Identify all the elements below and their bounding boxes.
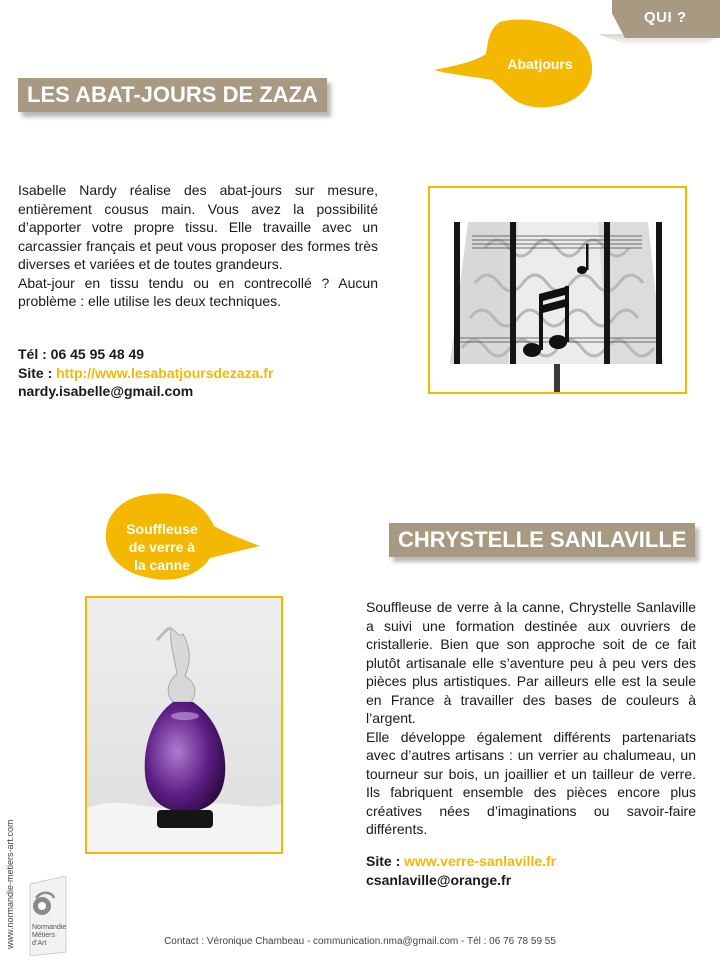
sanlaville-site bbox=[366, 852, 556, 871]
zaza-phone-label: Tél : bbox=[18, 346, 51, 362]
souffleuse-bubble-line-3: la canne bbox=[133, 557, 191, 573]
sanlaville-description bbox=[366, 598, 696, 839]
sanlaville-site-label: Site : bbox=[366, 853, 405, 869]
souffleuse-bubble-line-2: de verre à bbox=[128, 539, 196, 555]
sanlaville-description-p2: Elle développe également différents partenariats avec d’autres artisans : un verrier au chalumeau, un tourneur sur bois, un joaillier et un tailleur de verre. Ils fabriquent ensemble des pièces encore plus créatives nées d’imaginations ou savoir-faire différents. bbox=[366, 728, 696, 837]
zaza-phone-value[interactable]: 06 45 95 48 49 bbox=[50, 346, 145, 362]
nma-logo-line-3: d’Art bbox=[32, 940, 47, 947]
abatjours-bubble-label: Abatjours bbox=[507, 56, 573, 72]
qui-tab[interactable] bbox=[612, 0, 720, 38]
footer-contact: Contact : Véronique Chambeau - communication.nma@gmail.com - Tél : 06 76 78 59 55 bbox=[164, 936, 556, 947]
lampshade-photo bbox=[428, 186, 687, 394]
sanlaville-title: CHRYSTELLE SANLAVILLE bbox=[389, 523, 695, 557]
zaza-site-label: Site : bbox=[18, 364, 57, 381]
souffleuse-bubble-label bbox=[108, 520, 216, 574]
sanlaville-email[interactable]: csanlaville@orange.fr bbox=[366, 871, 512, 888]
zaza-description-p1: Isabelle Nardy réalise des abat-jours sur mesure, entièrement cousus main. Vous avez la possibilité d’apporter votre propre tissu. Elle travaille avec un carcassier français et peut vous proposer des formes très diverses et variées et de toutes grandeurs. bbox=[18, 182, 378, 272]
souffleuse-bubble-line-1: Souffleuse bbox=[126, 521, 198, 537]
qui-tab-label: QUI ? bbox=[644, 9, 687, 26]
zaza-site bbox=[18, 364, 273, 383]
zaza-phone bbox=[18, 345, 144, 364]
nma-logo-line-2: Métiers bbox=[32, 932, 55, 939]
zaza-site-link[interactable]: http://www.lesabatjoursdezaza.fr bbox=[56, 364, 274, 381]
glass-sculpture-photo-icon bbox=[87, 598, 281, 852]
souffleuse-bubble bbox=[104, 492, 264, 582]
zaza-description-p2: Abat-jour en tissu tendu ou en contrecollé ? Aucun problème : elle utilise les deux techniques. bbox=[18, 274, 378, 309]
zaza-email[interactable]: nardy.isabelle@gmail.com bbox=[18, 383, 194, 399]
nma-logo-line-1: Normandie bbox=[32, 924, 67, 931]
zaza-description bbox=[18, 181, 378, 311]
sanlaville-site-link[interactable]: www.verre-sanlaville.fr bbox=[404, 853, 557, 869]
glass-sculpture-photo bbox=[85, 596, 283, 854]
side-website-url-text: www.normandie-metiers-art.com bbox=[5, 819, 15, 949]
lampshade-photo-icon bbox=[430, 188, 685, 392]
sanlaville-description-p1: Souffleuse de verre à la canne, Chrystelle Sanlaville a suivi une formation destinée aux ouvriers de cristallerie. Bien que son approche soit de ce fait plutôt artisanale elle s’aventure peu à peu vers des pièces plus artistiques. Par ailleurs elle est la seule en France à travailler des bases de couleurs à l’argent. bbox=[366, 599, 696, 726]
abatjours-bubble bbox=[430, 18, 595, 113]
zaza-title: LES ABAT-JOURS DE ZAZA bbox=[18, 78, 327, 112]
